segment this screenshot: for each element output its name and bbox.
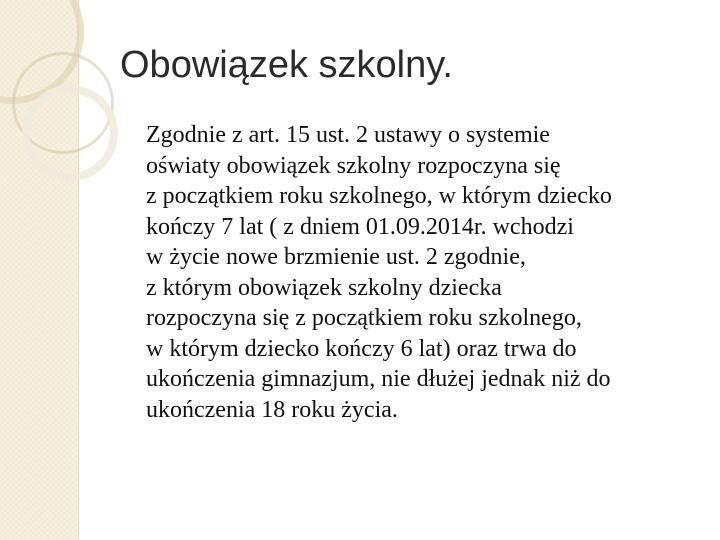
body-line: ukończenia 18 roku życia.: [146, 396, 398, 423]
body-line: rozpoczyna się z początkiem roku szkolnego,: [146, 305, 582, 331]
body-line: kończy 7 lat ( z dniem 01.09.2014r. wchodzi: [146, 213, 574, 240]
slide-title: Obowiązek szkolny.: [120, 44, 453, 86]
body-line: w życie nowe brzmienie ust. 2 zgodnie,: [146, 244, 526, 270]
body-line: Zgodnie z art. 15 ust. 2 ustawy o systemie: [146, 122, 550, 148]
decorative-ring-bottom: [22, 85, 118, 181]
body-line: ukończenia gimnazjum, nie dłużej jednak niż do: [146, 366, 611, 392]
body-line: z początkiem roku szkolnego, w którym dziecko: [146, 183, 612, 209]
body-line: z którym obowiązek szkolny dziecka: [146, 274, 502, 301]
body-line: w którym dziecko kończy 6 lat) oraz trwa do: [146, 335, 577, 362]
slide-body: [146, 120, 706, 425]
body-line: oświaty obowiązek szkolny rozpoczyna się: [146, 152, 561, 179]
